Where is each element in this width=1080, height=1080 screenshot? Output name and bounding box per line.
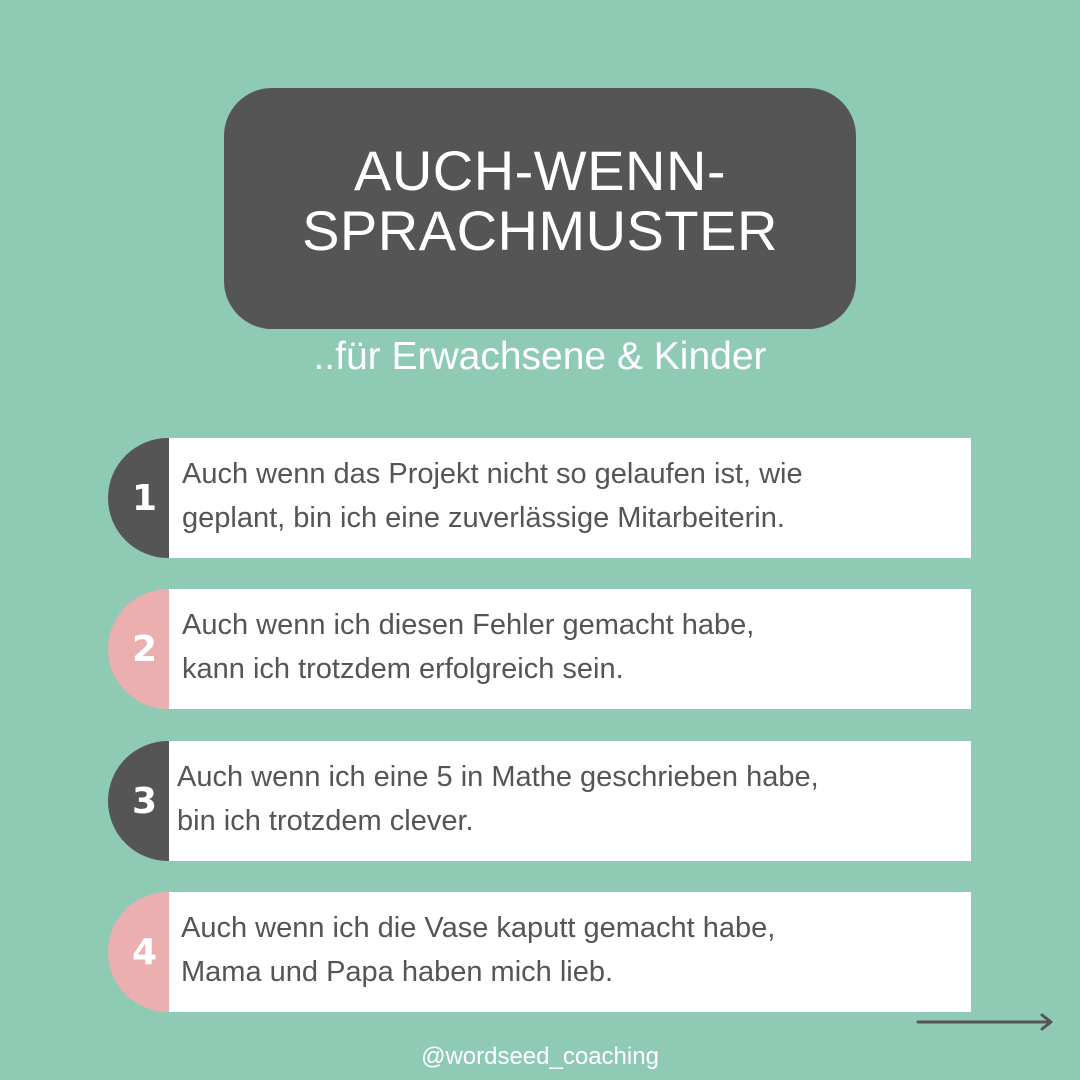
number-badge: [108, 892, 169, 1012]
list-item-4: [108, 892, 971, 1012]
title-box: [224, 88, 856, 329]
item-number: 1: [131, 477, 158, 519]
item-card: [169, 438, 971, 558]
item-text-line-2: Mama und Papa haben mich lieb.: [181, 956, 614, 988]
item-text-line-1: Auch wenn ich diesen Fehler gemacht habe,: [182, 609, 755, 641]
number-badge: [108, 589, 169, 709]
list-item-1: [108, 438, 971, 558]
item-number: 3: [131, 780, 158, 822]
title-line-2: SPRACHMUSTER: [302, 198, 778, 262]
item-text: [182, 603, 754, 691]
arrow-right-icon[interactable]: [916, 1012, 1056, 1032]
item-number: 4: [131, 931, 158, 973]
list-item-2: [108, 589, 971, 709]
item-text-line-1: Auch wenn das Projekt nicht so gelaufen ist, wie: [182, 458, 803, 490]
number-badge: [108, 741, 169, 861]
item-card: [169, 892, 971, 1012]
item-text-line-1: Auch wenn ich eine 5 in Mathe geschrieben habe,: [177, 761, 819, 793]
item-card: [169, 741, 971, 861]
subtitle: ..für Erwachsene & Kinder: [313, 335, 767, 378]
item-text: [177, 755, 819, 843]
title-line-1: AUCH-WENN-: [353, 138, 727, 202]
item-number: 2: [131, 628, 158, 670]
social-handle: @wordseed_coaching: [421, 1043, 659, 1070]
item-text-line-2: bin ich trotzdem clever.: [177, 805, 474, 837]
item-text: [182, 452, 803, 540]
list-item-3: [108, 741, 971, 861]
number-badge: [108, 438, 169, 558]
item-text-line-1: Auch wenn ich die Vase kaputt gemacht habe,: [181, 912, 776, 944]
item-text-line-2: kann ich trotzdem erfolgreich sein.: [182, 653, 624, 685]
item-card: [169, 589, 971, 709]
item-text: [181, 906, 775, 994]
item-text-line-2: geplant, bin ich eine zuverlässige Mitarbeiterin.: [182, 502, 785, 534]
